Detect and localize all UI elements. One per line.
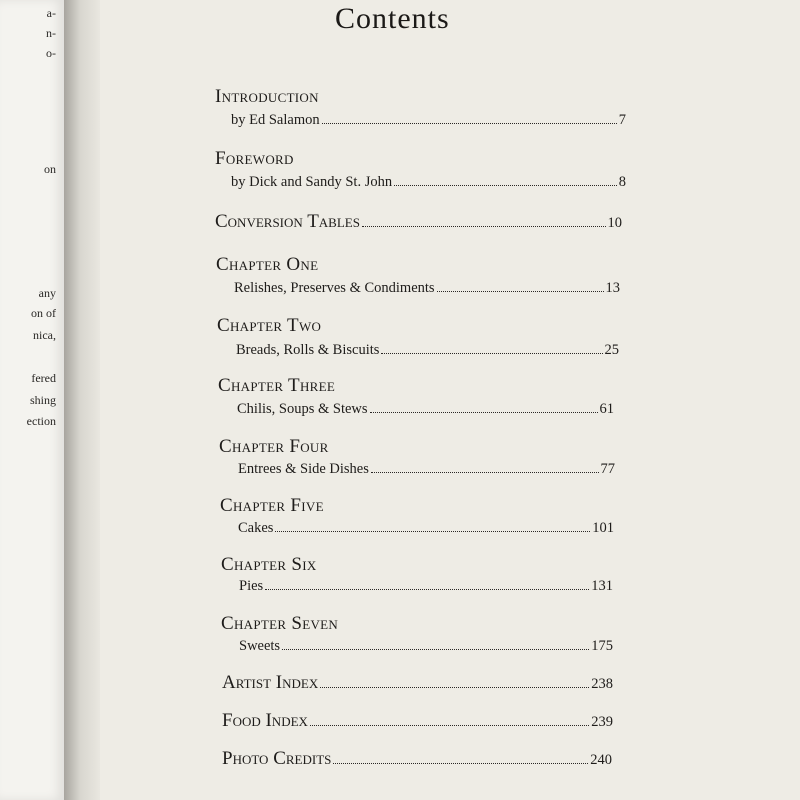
toc-subtitle: by Dick and Sandy St. John bbox=[231, 174, 393, 190]
toc-heading-introduction: Introduction bbox=[215, 86, 319, 107]
toc-line-foreword[interactable] bbox=[231, 174, 626, 191]
toc-heading-chapter-four: Chapter Four bbox=[219, 436, 329, 457]
toc-subtitle: Pies bbox=[239, 578, 264, 594]
leader-dots bbox=[371, 471, 599, 473]
toc-line-photo-credits[interactable] bbox=[222, 748, 612, 770]
leader-dots bbox=[394, 184, 617, 186]
facing-page-text: a- bbox=[46, 6, 56, 20]
toc-subtitle: Entrees & Side Dishes bbox=[238, 461, 369, 477]
leader-dots bbox=[275, 530, 590, 532]
leader-dots bbox=[381, 352, 602, 354]
toc-line-chapter-one[interactable] bbox=[234, 280, 620, 297]
leader-dots bbox=[265, 588, 589, 590]
facing-page-text: shing bbox=[29, 393, 56, 407]
facing-page-text: n- bbox=[46, 26, 56, 40]
leader-dots bbox=[322, 122, 617, 124]
toc-subtitle: Sweets bbox=[239, 638, 281, 654]
toc-line-artist-index[interactable] bbox=[222, 672, 613, 694]
toc-line-food-index[interactable] bbox=[222, 710, 613, 732]
toc-heading-chapter-one: Chapter One bbox=[216, 254, 319, 275]
toc-line-conversion-tables[interactable] bbox=[215, 211, 622, 233]
toc-heading-chapter-three: Chapter Three bbox=[218, 375, 336, 396]
toc-page-number: 175 bbox=[591, 638, 613, 654]
toc-page-number: 13 bbox=[605, 280, 620, 296]
toc-page-number: 25 bbox=[604, 342, 619, 358]
leader-dots bbox=[310, 724, 589, 726]
facing-page-text: o- bbox=[46, 46, 56, 60]
leader-dots bbox=[320, 686, 589, 688]
toc-heading-foreword: Foreword bbox=[215, 148, 294, 169]
toc-line-chapter-five[interactable] bbox=[238, 520, 614, 537]
toc-heading: Conversion Tables bbox=[215, 211, 360, 232]
toc-page-number: 131 bbox=[591, 578, 613, 594]
toc-subtitle: Chilis, Soups & Stews bbox=[237, 401, 368, 417]
toc-page-number: 8 bbox=[618, 174, 626, 190]
toc-heading-chapter-five: Chapter Five bbox=[220, 495, 324, 516]
toc-subtitle: Breads, Rolls & Biscuits bbox=[236, 342, 380, 358]
leader-dots bbox=[437, 290, 604, 292]
toc-line-chapter-six[interactable] bbox=[239, 578, 613, 595]
toc-page-number: 10 bbox=[607, 215, 622, 231]
toc-page-number: 61 bbox=[599, 401, 614, 417]
facing-page bbox=[0, 0, 64, 800]
leader-dots bbox=[282, 648, 589, 650]
facing-page-text: on bbox=[44, 162, 56, 176]
toc-heading: Food Index bbox=[222, 710, 308, 731]
facing-page-text: on of bbox=[31, 306, 56, 320]
facing-page-text: ection bbox=[26, 414, 56, 428]
leader-dots bbox=[370, 411, 598, 413]
toc-heading: Photo Credits bbox=[222, 748, 332, 769]
toc-page-number: 77 bbox=[600, 461, 615, 477]
facing-page-text: fered bbox=[31, 371, 56, 385]
toc-page-number: 7 bbox=[618, 112, 626, 128]
toc-page-number: 239 bbox=[591, 714, 613, 730]
toc-line-introduction[interactable] bbox=[231, 112, 626, 129]
leader-dots bbox=[362, 225, 606, 227]
page-title: Contents bbox=[335, 2, 450, 35]
facing-page-text: nica, bbox=[33, 328, 56, 342]
book-gutter bbox=[64, 0, 100, 800]
leader-dots bbox=[333, 762, 588, 764]
toc-subtitle: Cakes bbox=[238, 520, 274, 536]
toc-subtitle: Relishes, Preserves & Condiments bbox=[234, 280, 435, 296]
toc-line-chapter-two[interactable] bbox=[236, 342, 619, 359]
toc-page-number: 101 bbox=[592, 520, 614, 536]
facing-page-text: any bbox=[38, 286, 56, 300]
toc-subtitle: by Ed Salamon bbox=[231, 112, 320, 128]
toc-line-chapter-four[interactable] bbox=[238, 461, 615, 478]
toc-heading-chapter-two: Chapter Two bbox=[217, 315, 322, 336]
toc-heading-chapter-six: Chapter Six bbox=[221, 554, 317, 575]
toc-page-number: 240 bbox=[590, 752, 612, 768]
toc-page-number: 238 bbox=[591, 676, 613, 692]
toc-line-chapter-three[interactable] bbox=[237, 401, 614, 418]
toc-heading: Artist Index bbox=[222, 672, 319, 693]
toc-line-chapter-seven[interactable] bbox=[239, 638, 613, 655]
toc-heading-chapter-seven: Chapter Seven bbox=[221, 613, 339, 634]
